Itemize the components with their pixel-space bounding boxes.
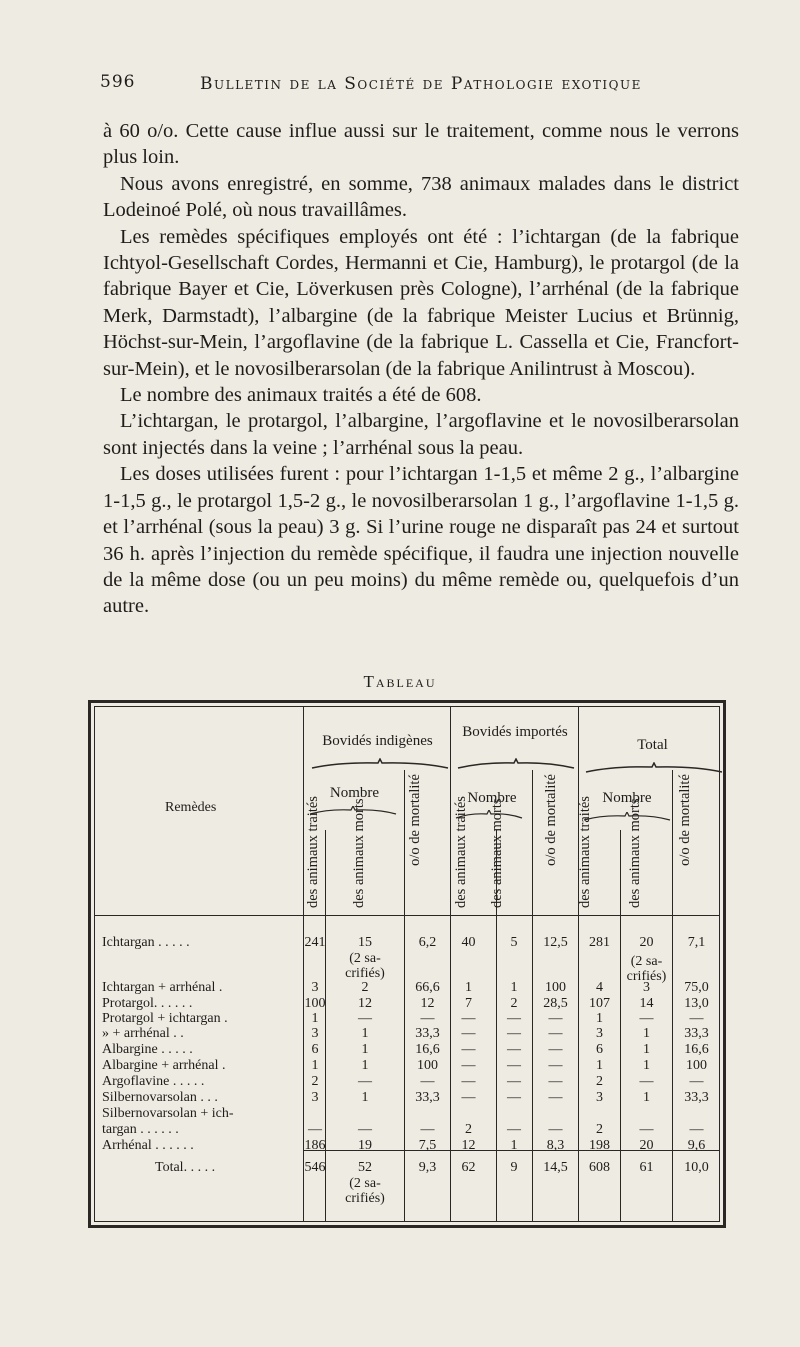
table-cell: 3	[311, 1026, 319, 1041]
table-cell: —	[548, 1026, 563, 1041]
paragraph: Nous avons enregistré, en somme, 738 animaux malades dans le district Lodeinoé Polé, où nous travaillâmes.	[103, 172, 739, 222]
table-caption: Tableau	[363, 672, 437, 691]
table-cell: —	[507, 1122, 521, 1137]
table-cell: 6	[596, 1042, 603, 1057]
col-header-importes-traites: des animaux traités	[453, 796, 469, 908]
table-cell: —	[639, 1074, 654, 1089]
table-cell: 1	[643, 1090, 650, 1105]
table-cell: 100	[417, 1058, 438, 1073]
table-cell: 3	[311, 1090, 319, 1105]
total-cell: 52	[358, 1160, 372, 1175]
table-cell: —	[461, 1042, 476, 1057]
running-header	[100, 72, 740, 100]
table-cell: 100	[304, 996, 326, 1011]
table-cell: —	[358, 1122, 372, 1137]
table-cell: 40	[461, 935, 476, 950]
table-cell: —	[507, 1011, 521, 1026]
table-cell: 9,6	[687, 1138, 706, 1153]
table-cell: 20	[639, 935, 654, 950]
table-cell: 5	[510, 935, 518, 950]
table-cell: —	[358, 1074, 372, 1089]
row-label: Albargine + arrhénal .	[102, 1058, 226, 1073]
table-cell: 1	[311, 1011, 319, 1026]
table-cell: 33,3	[684, 1026, 709, 1041]
table-cell: 15	[358, 935, 372, 950]
total-cell: 608	[589, 1160, 610, 1175]
group-header-total: Total	[637, 737, 668, 753]
table-cell: 19	[358, 1138, 372, 1153]
table-cell: 1	[465, 980, 472, 995]
row-label: Ichtargan + arrhénal .	[102, 980, 223, 995]
table-cell: —	[420, 1122, 435, 1137]
table-cell: —	[507, 1090, 521, 1105]
table-cell: 198	[589, 1138, 610, 1153]
table-cell: 6	[311, 1042, 319, 1057]
table-cell: —	[507, 1074, 521, 1089]
nombre-header-importes: Nombre	[467, 790, 517, 806]
table-cell: —	[461, 1058, 476, 1073]
paragraph: Les doses utilisées furent : pour l’ichtargan 1-1,5 et même 2 g., l’albargine 1-1,5 g., le protargol 1,5-2 g., le novosilberarsolan 1 g., l’argoflavine 1-1,5 g. et l’arrhénal (sous la peau) 3 g. Si l’urine rouge ne disparaît pas 24 et surtout 36 h. après l’injection du remède spécifique, il faudra une injection nouvelle de la même dose (ou un peu moins) du même remède ou, quelquefois d’un autre.	[103, 463, 739, 618]
total-cell: 546	[304, 1160, 326, 1175]
row-label: Protargol + ichtargan .	[102, 1011, 228, 1026]
table-cell: 13,0	[684, 996, 709, 1011]
row-label: Silbernovarsolan + ich-	[102, 1106, 234, 1121]
table-cell: 281	[589, 935, 610, 950]
table-cell: 3	[596, 1026, 603, 1041]
table-cell: —	[689, 1122, 704, 1137]
table-cell: 16,6	[684, 1042, 709, 1057]
table-cell: 12,5	[543, 935, 568, 950]
table-cell: 12	[461, 1138, 476, 1153]
table-cell: 6,2	[418, 935, 437, 950]
total-cell: 9	[510, 1160, 518, 1175]
total-cell: 14,5	[543, 1160, 568, 1175]
nombre-header-total: Nombre	[602, 790, 652, 806]
sacrifice-note: crifiés)	[345, 966, 385, 981]
table-cell: 2	[596, 1122, 603, 1137]
table-cell: —	[420, 1011, 435, 1026]
col-header-total-mortalite: o/o de mortalité	[677, 774, 693, 866]
col-header-importes-morts: des animaux morts	[489, 798, 505, 908]
header-rule	[94, 915, 720, 916]
table-cell: —	[308, 1122, 322, 1137]
remedies-header: Remèdes	[165, 800, 217, 815]
table-cell: 1	[361, 1042, 369, 1057]
table-cell: 1	[643, 1026, 650, 1041]
table-cell: —	[461, 1026, 476, 1041]
row-label: » + arrhénal . .	[102, 1026, 184, 1041]
table-cell: —	[689, 1011, 704, 1026]
col-header-total-traites: des animaux traités	[577, 796, 593, 908]
table-cell: —	[548, 1058, 563, 1073]
table-cell: —	[358, 1011, 372, 1026]
table-cell: 2	[510, 996, 518, 1011]
table-cell: 2	[311, 1074, 319, 1089]
table-cell: 75,0	[684, 980, 709, 995]
total-cell: 10,0	[684, 1160, 709, 1175]
row-label: Arrhénal . . . . . .	[102, 1138, 194, 1153]
table-cell: —	[507, 1058, 521, 1073]
group-header-importes: Bovidés importés	[462, 724, 568, 740]
table-cell: —	[548, 1011, 563, 1026]
table-cell: —	[548, 1090, 563, 1105]
table-cell: 3	[596, 1090, 603, 1105]
col-header-indigenes-traites: des animaux traités	[305, 796, 321, 908]
table-cell: 1	[510, 980, 518, 995]
table-cell: 100	[686, 1058, 707, 1073]
table-cell: 1	[596, 1058, 603, 1073]
table-cell: 186	[304, 1138, 326, 1153]
row-label: Ichtargan . . . . .	[102, 935, 190, 950]
table-cell: 2	[361, 980, 369, 995]
table-cell: 7	[465, 996, 472, 1011]
paragraph: à 60 o/o. Cette cause influe aussi sur le traitement, comme nous le verrons plus loin.	[103, 120, 739, 169]
page-number: 596	[100, 72, 136, 92]
row-label: Protargol. . . . . .	[102, 996, 193, 1011]
table-cell: 28,5	[543, 996, 568, 1011]
total-cell: 9,3	[418, 1160, 437, 1175]
table-cell: —	[420, 1074, 435, 1089]
table-cell: —	[639, 1011, 654, 1026]
table-cell: 241	[304, 935, 326, 950]
table-cell: 20	[639, 1138, 654, 1153]
table-cell: 8,3	[546, 1138, 565, 1153]
table-cell: 66,6	[415, 980, 440, 995]
brace-indigenes	[310, 758, 450, 772]
col-header-importes-mortalite: o/o de mortalité	[543, 774, 559, 866]
table-cell: —	[461, 1074, 476, 1089]
table-cell: 3	[311, 980, 319, 995]
paragraph: Le nombre des animaux traités a été de 608.	[120, 384, 482, 407]
table-cell: 4	[596, 980, 603, 995]
table-cell: 33,3	[415, 1026, 440, 1041]
table-cell: —	[507, 1042, 521, 1057]
table-cell: 1	[361, 1026, 369, 1041]
paragraph: Les remèdes spécifiques employés ont été : l’ichtargan (de la fabrique Ichtyol-Gesellschaft Cordes, Hermanni et Cie, Hamburg), le protargol (de la fabrique Bayer et Cie, Löverkusen près Cologne), l’arrhénal (de la fabrique Merk, Darmstadt), l’albargine (de la fabrique Meister Lucius et Brünnig, Höchst-sur-Mein, l’argoflavine (de la fabrique L. Cassella et Cie, Francfort-sur-Mein), et le novosilberarsolan (de la fabrique Anilintrust à Moscou).	[103, 225, 739, 380]
table-cell: 16,6	[415, 1042, 440, 1057]
col-header-indigenes-morts: des animaux morts	[351, 798, 367, 908]
sacrifice-note: (2 sa-	[349, 951, 381, 966]
col-header-indigenes-mortalite: o/o de mortalité	[407, 774, 423, 866]
col-header-total-morts: des animaux morts	[627, 798, 643, 908]
sacrifice-note: crifiés)	[345, 1191, 385, 1206]
table-cell: 1	[361, 1058, 369, 1073]
table-cell: 1	[311, 1058, 319, 1073]
table-cell: 100	[545, 980, 566, 995]
table-cell: —	[548, 1074, 563, 1089]
table-cell: 107	[589, 996, 610, 1011]
table-cell: —	[689, 1074, 704, 1089]
table-cell: 1	[510, 1138, 518, 1153]
table-cell: 1	[643, 1058, 650, 1073]
sacrifice-note: (2 sa-	[349, 1176, 381, 1191]
table-cell: 14	[639, 996, 654, 1011]
row-label: Albargine . . . . .	[102, 1042, 193, 1057]
total-label: Total. . . . .	[155, 1160, 216, 1175]
table-cell: 1	[643, 1042, 650, 1057]
table-cell: 1	[361, 1090, 369, 1105]
table-cell: 1	[596, 1011, 603, 1026]
table-cell: —	[548, 1122, 563, 1137]
table-cell: 7,1	[687, 935, 706, 950]
table-cell: 33,3	[415, 1090, 440, 1105]
table-cell: 12	[358, 996, 372, 1011]
nombre-header-indigenes: Nombre	[329, 785, 380, 801]
table-cell: 2	[465, 1122, 472, 1137]
table-cell: —	[639, 1122, 654, 1137]
table-cell: —	[548, 1042, 563, 1057]
sacrifice-note: (2 sa-	[630, 954, 663, 969]
body-text	[103, 118, 739, 620]
table-cell: 7,5	[418, 1138, 437, 1153]
table-cell: —	[461, 1090, 476, 1105]
group-header-indigenes: Bovidés indigènes	[322, 733, 433, 749]
journal-title: Bulletin de la Société de Pathologie exotique	[200, 74, 642, 94]
table-cell: 2	[596, 1074, 603, 1089]
table-cell: 3	[643, 980, 650, 995]
row-label: Silbernovarsolan . . .	[102, 1090, 218, 1105]
table-cell: —	[461, 1011, 476, 1026]
table-cell: 33,3	[684, 1090, 709, 1105]
brace-total	[584, 762, 724, 776]
row-label: targan . . . . . .	[102, 1122, 179, 1137]
sacrifice-note: crifiés)	[626, 969, 667, 984]
table-cell: —	[507, 1026, 521, 1041]
row-label: Argoflavine . . . . .	[102, 1074, 205, 1089]
paragraph: L’ichtargan, le protargol, l’albargine, l’argoflavine et le novosilberarsolan sont injectés dans la veine ; l’arrhénal sous la peau.	[103, 410, 739, 459]
total-cell: 61	[639, 1160, 654, 1175]
total-cell: 62	[461, 1160, 476, 1175]
table-cell: 12	[420, 996, 435, 1011]
